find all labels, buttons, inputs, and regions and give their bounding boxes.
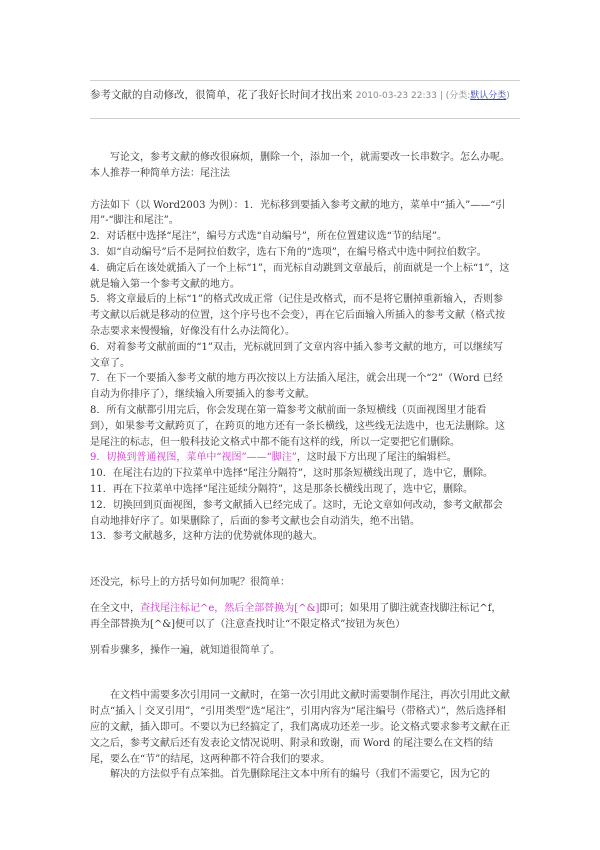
step-13: 13．参考文献越多，这种方法的优势就体现的越大。: [90, 531, 323, 543]
post-title: 参考文献的自动修改，很简单，花了我好长时间才找出来: [90, 89, 353, 101]
intro-paragraph: 写论文，参考文献的修改很麻烦，删除一个，添加一个，就需要改一长串数字。怎么办呢。本人推荐一种简单方法：尾注法: [90, 152, 510, 179]
step-3: 3．如“自动编号”后不是阿拉伯数字，选右下角的“选项”，在编号格式中选中阿拉伯数字。: [90, 246, 487, 258]
step-11: 11．再在下拉菜单中选择“尾注延续分隔符”，这是那条长横线出现了，选中它，删除。: [90, 483, 473, 495]
article-body: [90, 150, 510, 783]
replace-lead: 在全文中，: [90, 602, 140, 614]
method-intro: 方法如下（以 Word2003 为例）：1．光标移到要插入参考文献的地方，菜单中“插入”——“引用”-“脚注和尾注”。: [90, 199, 506, 227]
multi-citation-paragraph: 在文档中需要多次引用同一文献时，在第一次引用此文献时需要制作尾注，再次引用此文献时点“插入｜交叉引用”，“引用类型”选“尾注”，引用内容为“尾注编号（带格式）”，然后选择相应的文献，插入即可。不要以为已经搞定了，我们离成功还差一步。论文格式要求参考文献在正文之后，参考文献后还有发表论文情况说明、附录和致谢，而 Word 的尾注要么在文档的结尾，要么在“节”的结尾，这两种都不符合我们的要求。: [90, 690, 510, 765]
post-title-block: [90, 87, 520, 104]
replace-rest: 即可；如果用了脚注就查找脚注标记^f，再全部替换为[^&]便可以了（注意查找时让“不限定格式”按钮为灰色）: [90, 602, 502, 630]
step-9-highlight: 9．切换到普通视图，菜单中“视图”——“脚注”: [90, 452, 297, 464]
step-6: 6．对着参考文献前面的“1”双击，光标就回到了文章内容中插入参考文献的地方，可以继续写文章了。: [90, 341, 503, 369]
header-bottom-rule: [90, 118, 520, 119]
step-2: 2．对话框中选择“尾注”，编号方式选“自动编号”，所在位置建议选“节的结尾”。: [90, 231, 448, 243]
step-8: 8．所有文献都引用完后，你会发现在第一篇参考文献前面一条短横线（页面视图里才能看到），如果参考文献跨页了，在跨页的地方还有一条长横线，这些线无法选中，也无法删除。这是尾注的标志，但一般科技论文格式中都不能有这样的线，所以一定要把它们删除。: [90, 404, 505, 448]
category-suffix: ): [506, 91, 510, 101]
step-9-rest: ，这时最下方出现了尾注的编辑栏。: [296, 452, 457, 464]
post-header: [90, 80, 520, 119]
replace-highlight: 查找尾注标记^e，然后全部替换为[^&]: [140, 602, 320, 614]
header-top-rule: [90, 80, 520, 81]
step-12: 12．切换回到页面视图，参考文献插入已经完成了。这时，无论文章如何改动，参考文献都会自动地排好序了。如果删除了，后面的参考文献也会自动消失，绝不出错。: [90, 499, 503, 527]
title-separator: |: [436, 91, 446, 101]
solution-paragraph: 解决的方法似乎有点笨拙。首先删除尾注文本中所有的编号（我们不需要它，因为它的: [110, 769, 490, 781]
post-date: 2010-03-23 22:33: [355, 91, 437, 101]
step-4: 4．确定后在该处就插入了一个上标“1”，而光标自动跳到文章最后，前面就是一个上标“1”，这就是输入第一个参考文献的地方。: [90, 262, 510, 290]
step-9: [90, 450, 510, 466]
category-prefix: (分类:: [445, 91, 471, 101]
try-it-paragraph: 别看步骤多，操作一遍，就知道很简单了。: [90, 644, 280, 656]
category-link[interactable]: 默认分类: [470, 91, 507, 101]
step-7: 7．在下一个要插入参考文献的地方再次按以上方法插入尾注，就会出现一个“2”（Word 已经自动为你排序了），继续输入所要插入的参考文献。: [90, 373, 503, 401]
step-10: 10．在尾注右边的下拉菜单中选择“尾注分隔符”，这时那条短横线出现了，选中它，删除。: [90, 468, 493, 480]
step-5: 5．将文章最后的上标“1”的格式改成正常（记住是改格式，而不是将它删掉重新输入，否则参考文献以后就是移动的位置，这个序号也不会变），再在它后面输入所插入的参考文献（格式按杂志要求来慢慢输，好像没有什么办法简化）。: [90, 294, 505, 337]
replace-paragraph: [90, 601, 510, 633]
question-paragraph: 还没完，标号上的方括号如何加呢？很简单：: [90, 577, 290, 589]
